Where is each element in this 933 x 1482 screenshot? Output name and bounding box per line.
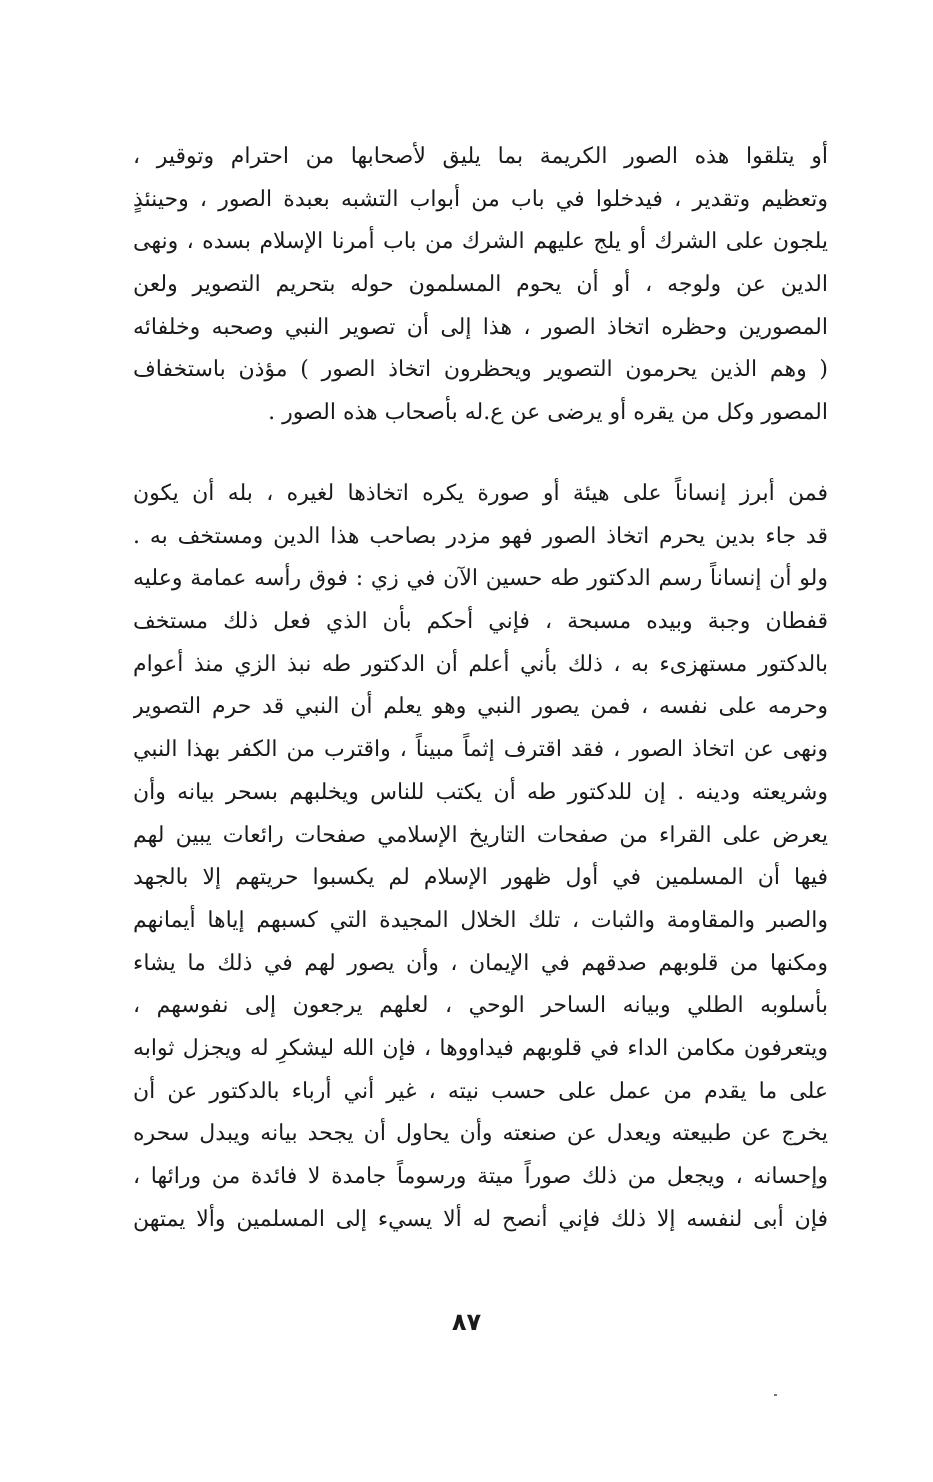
paragraph-1	[133, 136, 828, 435]
text-line: بأسلوبه الطلي وبيانه الساحر الوحي ، لعلهم يرجعون إلى نفوسهم ،	[133, 993, 828, 1019]
page-number: ٨٧	[451, 1308, 482, 1336]
text-line: بالدكتور مستهزىء به ، ذلك بأني أعلم أن الدكتور طه نبذ الزي منذ أعوام	[133, 651, 828, 677]
text-line: ونهى عن اتخاذ الصور ، فقد اقترف إثماً مبيناً ، واقترب من الكفر بهذا النبي	[133, 737, 828, 763]
text-line: الدين عن ولوجه ، أو أن يحوم المسلمون حوله بتحريم التصوير ولعن	[133, 272, 828, 298]
text-line: يلجون على الشرك أو يلج عليهم الشرك من باب أمرنا الإسلام بسده ، ونهى	[133, 229, 828, 255]
text-line: وحرمه على نفسه ، فمن يصور النبي وهو يعلم أن النبي قد حرم التصوير	[133, 694, 828, 720]
text-line: على ما يقدم من عمل على حسب نيته ، غير أني أرباء بالدكتور عن أن	[133, 1078, 828, 1104]
text-line: ولو أن إنساناً رسم الدكتور طه حسين الآن في زي : فوق رأسه عمامة وعليه	[133, 566, 828, 592]
text-line: وشريعته ودينه . إن للدكتور طه أن يكتب للناس ويخلبهم بسحر بيانه وأن	[133, 779, 828, 805]
text-line: ويتعرفون مكامن الداء في قلوبهم فيداووها ، فإن الله ليشكرِ له ويجزل ثوابه	[133, 1035, 828, 1061]
text-line: يخرج عن طبيعته ويعدل عن صنعته وأن يحاول أن يجحد بيانه ويبدل سحره	[133, 1121, 828, 1147]
text-line: والصبر والمقاومة والثبات ، تلك الخلال المجيدة التي كسبهم إياها أيمانهم	[133, 907, 828, 933]
text-line: فمن أبرز إنساناً على هيئة أو صورة يكره اتخاذها لغيره ، بله أن يكون	[133, 481, 828, 506]
text-line: فإن أبى لنفسه إلا ذلك فإني أنصح له ألا يسيء إلى المسلمين وألا يمتهن	[133, 1206, 828, 1232]
scan-speck	[774, 1394, 777, 1396]
text-line: المصور وكل من يقره أو يرضى عن ع.له بأصحاب هذه الصور .	[268, 400, 828, 426]
text-line: قفطان وجبة وبيده مسبحة ، فإني أحكم بأن الذي فعل ذلك مستخف	[133, 609, 828, 635]
text-line: ومكنها من قلوبهم صدقهم في الإيمان ، وأن يصور لهم في ذلك ما يشاء	[133, 950, 828, 976]
text-line: يعرض على القراء من صفحات التاريخ الإسلامي صفحات رائعات يبين لهم	[133, 822, 828, 848]
paragraph-2	[133, 473, 828, 1241]
text-line: المصورين وحظره اتخاذ الصور ، هذا إلى أن تصوير النبي وصحبه وخلفائه	[133, 314, 828, 340]
text-line: وإحسانه ، ويجعل من ذلك صوراً ميتة ورسوماً جامدة لا فائدة من ورائها ،	[133, 1164, 828, 1189]
text-line: وتعظيم وتقدير ، فيدخلوا في باب من أبواب التشبه بعبدة الصور ، وحينئذٍ	[133, 186, 828, 212]
text-line: ( وهم الذين يحرمون التصوير ويحظرون اتخاذ الصور ) مؤذن باستخفاف	[133, 357, 828, 383]
text-line: فيها أن المسلمين في أول ظهور الإسلام لم يكسبوا حريتهم إلا بالجهد	[133, 865, 828, 891]
text-line: أو يتلقوا هذه الصور الكريمة بما يليق لأصحابها من احترام وتوقير ،	[133, 144, 828, 169]
text-line: قد جاء بدين يحرم اتخاذ الصور فهو مزدر بصاحب هذا الدين ومستخف به .	[133, 523, 828, 549]
